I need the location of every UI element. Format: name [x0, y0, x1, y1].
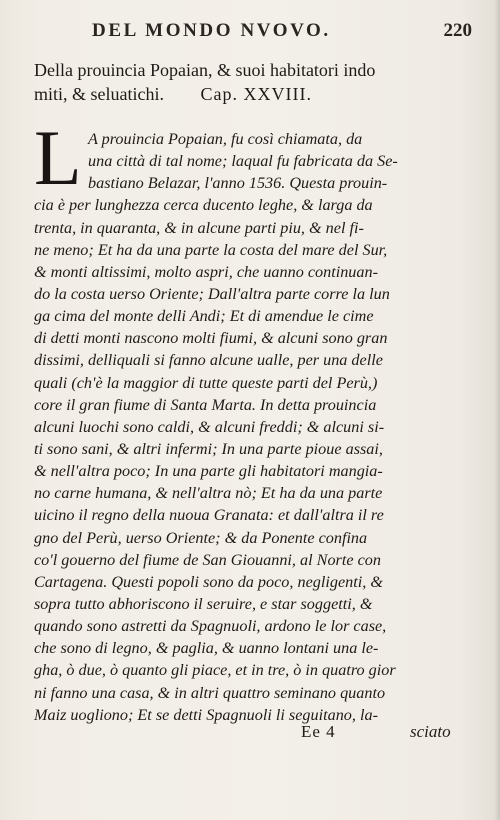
body-line-24: che sono di legno, & paglia, & uanno lontani una le- [34, 639, 379, 658]
chapter-title-line-2 [34, 82, 444, 106]
body-line-7: & monti altissimi, molto aspri, che uanno continuan- [34, 262, 378, 281]
body-line-26: ni fanno una casa, & in altri quattro seminano quanto [34, 683, 386, 702]
page-number: 220 [443, 20, 472, 41]
running-title: DEL MONDO NVOVO. [92, 20, 331, 41]
body-line-6: ne meno; Et ha da una parte la costa del mare del Sur, [34, 240, 388, 259]
drop-cap-letter: L [34, 114, 82, 201]
body-line-3: bastiano Belazar, l'anno 1536. Questa prouin- [88, 174, 388, 193]
body-text [34, 128, 446, 726]
chapter-heading [34, 58, 444, 106]
catchword: sciato [410, 722, 451, 741]
body-line-19: gno del Perù, uerso Oriente; & da Ponente confina [34, 528, 368, 547]
body-line-1: A prouincia Popaian, fu così chiamata, da [88, 130, 363, 148]
body-line-17: no carne humana, & nell'altra nò; Et ha da una parte [34, 484, 383, 503]
body-line-20: co'l gouerno del fiume de San Giouanni, al Norte con [34, 550, 381, 569]
body-line-21: Cartagena. Questi popoli sono da poco, negligenti, & [34, 572, 383, 591]
body-line-23: quando sono astretti da Spagnuoli, ardono le lor case, [34, 617, 387, 636]
signature-mark: Ee 4 [301, 722, 336, 741]
body-line-18: uicino il regno della nuoua Granata: et dall'altra il re [34, 506, 384, 525]
chapter-title-line-1: Della prouincia Popaian, & suoi habitatori indo [34, 60, 376, 80]
body-line-12: quali (ch'è la maggior di tutte queste parti del Perù,) [34, 373, 378, 392]
body-line-27: Maiz uogliono; Et se detti Spagnuoli li seguitano, la- [34, 705, 378, 724]
body-line-16: & nell'altra poco; In una parte gli habitatori mangia- [34, 462, 383, 481]
body-line-15: ti sono sani, & altri infermi; In una parte pioue assai, [34, 439, 383, 458]
body-line-13: core il gran fiume di Santa Marta. In detta prouincia [34, 395, 377, 414]
body-line-25: gha, ò due, ò quanto gli piace, et in tre, ò in quatro gior [34, 661, 396, 680]
body-line-2: una città di tal nome; laqual fu fabricata da Se- [88, 152, 398, 171]
body-line-4: cia è per lunghezza cerca ducento leghe, & larga da [34, 196, 373, 215]
body-line-10: di detti monti nascono molti fiumi, & alcuni sono gran [34, 329, 388, 348]
body-line-14: alcuni luochi sono caldi, & alcuni freddi; & alcuni si- [34, 417, 385, 436]
body-line-11: dissimi, delliquali si fanno alcune ualle, per una delle [34, 351, 383, 370]
page-edge-shadow [494, 0, 500, 820]
body-line-22: sopra tutto abhoriscono il seruire, e star soggetti, & [34, 594, 373, 613]
chapter-number: Cap. XXVIII. [200, 84, 312, 104]
body-line-5: trenta, in quaranta, & in alcune parti piu, & nel fi- [34, 218, 364, 237]
chapter-title-line-2-text: miti, & seluatichi. [34, 84, 164, 104]
body-line-8: do la costa uerso Oriente; Dall'altra parte corre la lun [34, 284, 390, 303]
page-footer [0, 722, 500, 746]
body-line-9: ga cima del monte delli Andi; Et di amendue le cime [34, 307, 374, 326]
running-head [92, 20, 472, 44]
